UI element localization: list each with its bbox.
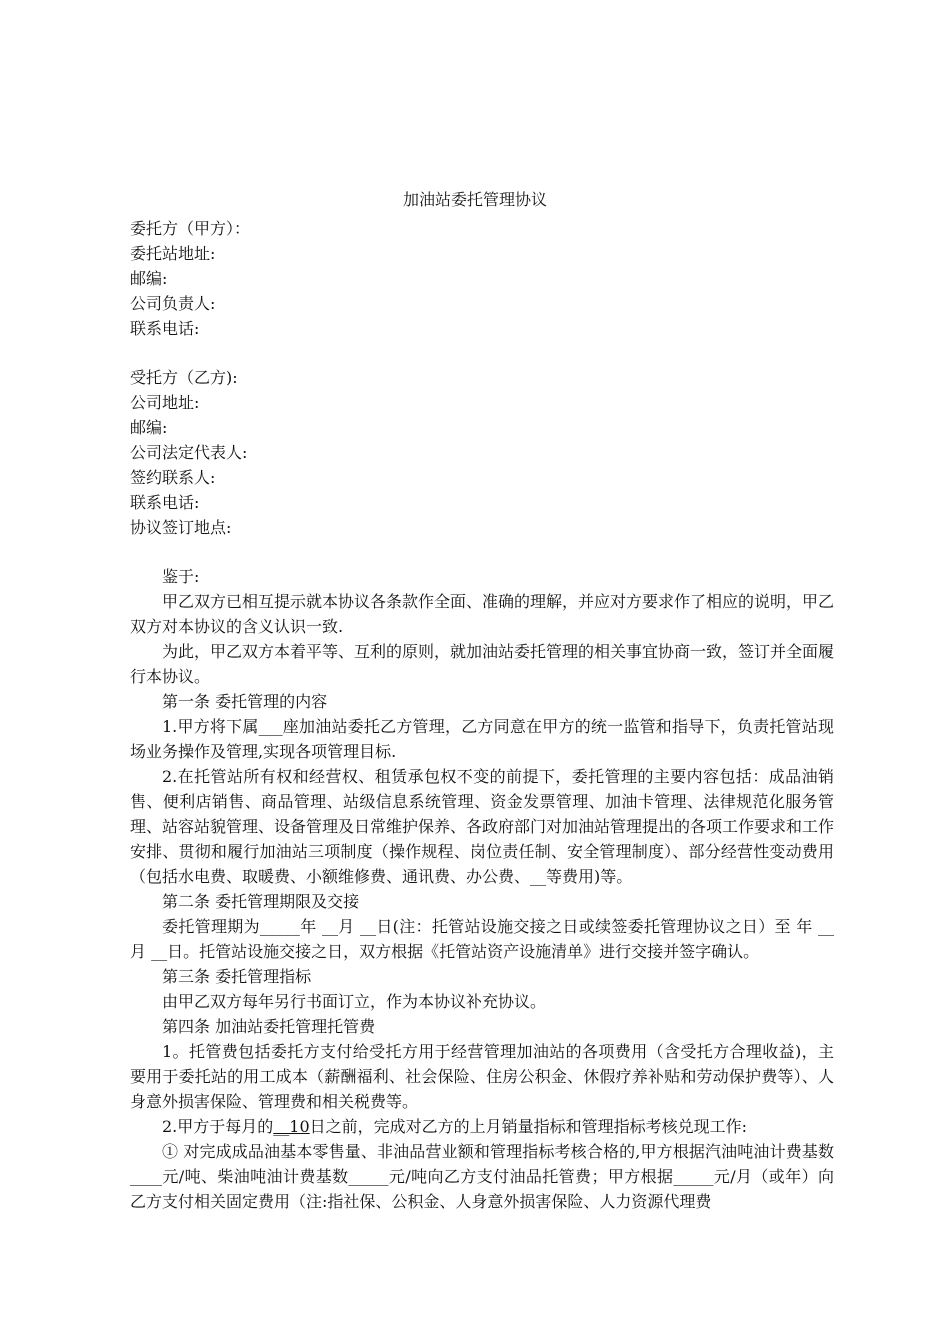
paragraph	[130, 1114, 834, 1139]
article-heading: 第四条 加油站委托管理托管费	[162, 1017, 376, 1036]
field-station-address: 委托站地址:	[130, 244, 216, 263]
agreement-body	[130, 564, 834, 1214]
field-postcode-b: 邮编:	[130, 418, 168, 437]
field-trustee-party: 受托方（乙方):	[130, 368, 238, 387]
field-signing-location: 协议签订地点:	[130, 518, 232, 537]
field-signing-contact: 签约联系人:	[130, 468, 216, 487]
field-client-party: 委托方（甲方）：	[130, 219, 251, 238]
paragraph: ① 对完成成品油基本零售量、非油品营业额和管理指标考核合格的,甲方根据汽油吨油计费基数____元/吨、柴油吨油计费基数_____元/吨向乙方支付油品托管费；甲方根据_____元/月（或年）向乙方支付相关固定费用（注:指社保、公积金、人身意外损害保险、人力资源代理费	[130, 1142, 834, 1211]
paragraph: 1。托管费包括委托方支付给受托方用于经营管理加油站的各项费用（含受托方合理收益)，主要用于委托站的用工成本（薪酬福利、社会保险、住房公积金、休假疗养补贴和劳动保护费等）、人身意外损害保险、管理费和相关税费等。	[130, 1042, 834, 1111]
paragraph: 委托管理期为_____年 __月 __日(注：托管站设施交接之日或续签委托管理协议之日）至 年 __月 __日。托管站设施交接之日，双方根据《托管站资产设施清单》进行交接并签字确认。	[130, 917, 834, 961]
paragraph-whereas: 鉴于:	[162, 567, 200, 586]
field-company-manager: 公司负责人:	[130, 294, 216, 313]
paragraph: 由甲乙双方每年另行书面订立，作为本协议补充协议。	[162, 992, 547, 1011]
field-legal-representative: 公司法定代表人:	[130, 443, 248, 462]
paragraph: 甲乙双方已相互提示就本协议各条款作全面、准确的理解，并应对方要求作了相应的说明，甲乙双方对本协议的含义认识一致.	[130, 592, 835, 636]
text-run: 2.甲方于每月的	[162, 1117, 274, 1136]
field-phone-b: 联系电话:	[130, 493, 200, 512]
article-heading: 第一条 委托管理的内容	[162, 692, 328, 711]
party-a-section	[130, 216, 834, 341]
field-company-address: 公司地址:	[130, 393, 200, 412]
field-phone-a: 联系电话:	[130, 319, 200, 338]
paragraph: 1.甲方将下属___座加油站委托乙方管理，乙方同意在甲方的统一监管和指导下，负责托管站现场业务操作及管理,实现各项管理目标.	[130, 717, 834, 761]
party-b-section	[130, 365, 834, 540]
field-postcode-a: 邮编:	[130, 269, 168, 288]
article-heading: 第三条 委托管理指标	[162, 967, 312, 986]
paragraph: 为此，甲乙双方本着平等、互利的原则，就加油站委托管理的相关事宜协商一致，签订并全面履行本协议。	[130, 642, 835, 686]
paragraph: 2.在托管站所有权和经营权、租赁承包权不变的前提下，委托管理的主要内容包括：成品油销售、便利店销售、商品管理、站级信息系统管理、资金发票管理、加油卡管理、法律规范化服务管理、站容站貌管理、设备管理及日常维护保养、各政府部门对加油站管理提出的各项工作要求和工作安排、贯彻和履行加油站三项制度（操作规程、岗位责任制、安全管理制度）、部分经营性变动费用（包括水电费、取暖费、小额维修费、通讯费、办公费、__等费用)等。	[130, 767, 835, 886]
article-heading: 第二条 委托管理期限及交接	[162, 892, 360, 911]
page-title: 加油站委托管理协议	[402, 190, 547, 209]
text-run: 日之前，完成对乙方的上月销量指标和管理指标考核兑现工作:	[309, 1117, 748, 1136]
underlined-day: __10	[273, 1117, 310, 1136]
